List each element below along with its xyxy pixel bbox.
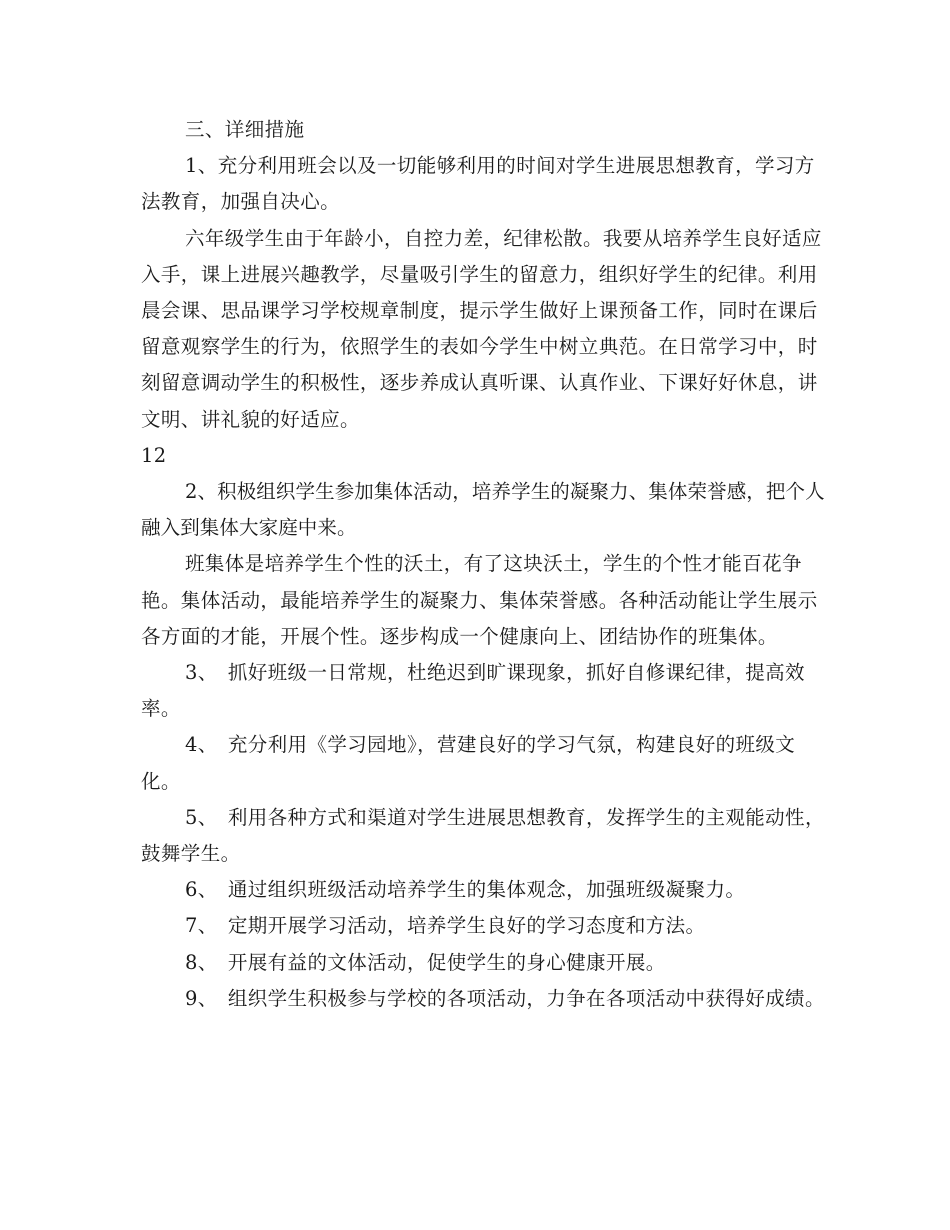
measure-3: 3、 抓好班级一日常规，杜绝迟到旷课现象，抓好自修课纪律，提高效率。 [141, 661, 805, 721]
measure-8: 8、 开展有益的文体活动，促使学生的身心健康开展。 [185, 950, 666, 974]
section-heading: 三、详细措施 [185, 118, 305, 141]
measure-2-body: 班集体是培养学生个性的沃土，有了这块沃土，学生的个性才能百花争艳。集体活动，最能培养学生的凝聚力、集体荣誉感。各种活动能让学生展示各方面的才能，开展个性。逐步构成一个健康向上、团结协作的班集体。 [141, 552, 818, 648]
measure-7: 7、 定期开展学习活动，培养学生良好的学习态度和方法。 [185, 914, 706, 938]
measure-1-title: 1、充分利用班会以及一切能够利用的时间对学生进展思想教育，学习方法教育，加强自决心。 [141, 154, 815, 214]
document-body [141, 112, 831, 1017]
measure-2-title: 2、积极组织学生参加集体活动，培养学生的凝聚力、集体荣誉感，把个人融入到集体大家庭中来。 [141, 480, 825, 540]
measure-1-body: 六年级学生由于年龄小，自控力差，纪律松散。我要从培养学生良好适应入手，课上进展兴趣教学，尽量吸引学生的留意力，组织好学生的纪律。利用晨会课、思品课学习学校规章制度，提示学生做好上课预备工作，同时在课后留意观察学生的行为，依照学生的表如今学生中树立典范。在日常学习中，时刻留意调动学生的积极性，逐步养成认真听课、认真作业、下课好好休息，讲文明、讲礼貌的好适应。 [141, 226, 822, 431]
measure-6: 6、 通过组织班级活动培养学生的集体观念，加强班级凝聚力。 [185, 878, 746, 902]
stray-number: 12 [141, 443, 167, 467]
measure-4: 4、 充分利用《学习园地》，营建良好的学习气氛，构建良好的班级文化。 [141, 733, 796, 793]
measure-5: 5、 利用各种方式和渠道对学生进展思想教育，发挥学生的主观能动性，鼓舞学生。 [141, 805, 825, 866]
measure-9: 9、 组织学生积极参与学校的各项活动，力争在各项活动中获得好成绩。 [185, 986, 825, 1010]
